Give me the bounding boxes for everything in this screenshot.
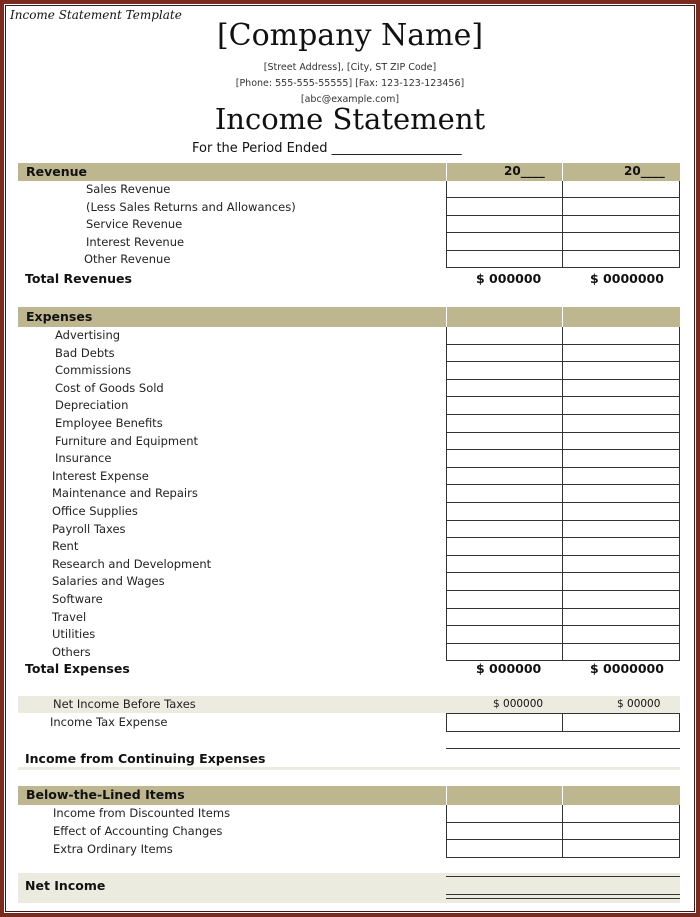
- expense-value-cell: [446, 538, 563, 556]
- expense-value-cell: [446, 626, 563, 644]
- total-expenses-year-1: $ 000000: [476, 661, 542, 676]
- expense-item: Research and Development: [52, 556, 212, 571]
- expense-value-cell: [562, 468, 680, 486]
- expense-value-cell: [446, 433, 563, 451]
- address-line: [Street Address], [City, ST ZIP Code]: [263, 62, 437, 73]
- expense-value-cell: [446, 591, 563, 609]
- net-before-taxes-year-1: $ 000000: [493, 698, 544, 710]
- below-line-header: [18, 786, 680, 805]
- income-tax-label: Income Tax Expense: [50, 715, 168, 729]
- revenue-header-label: Revenue: [26, 164, 88, 179]
- expense-value-cell: [446, 644, 563, 662]
- total-revenues-label: Total Revenues: [25, 271, 132, 286]
- below-line-header-label: Below-the-Lined Items: [26, 787, 185, 802]
- expense-value-cell: [562, 538, 680, 556]
- expense-item: Advertising: [55, 328, 121, 342]
- revenue-value-cell: [446, 198, 563, 215]
- expense-value-cell: [562, 415, 680, 433]
- expenses-header: [18, 307, 680, 327]
- revenue-value-cell: [446, 216, 563, 233]
- income-tax-cell: [446, 713, 563, 732]
- below-line-value-cell: [446, 805, 563, 823]
- expense-item: Depreciation: [55, 398, 129, 413]
- expense-value-cell: [562, 380, 680, 398]
- net-before-taxes-label: Net Income Before Taxes: [53, 697, 196, 711]
- below-line-value-cell: [446, 823, 563, 841]
- expense-value-cell: [446, 503, 563, 521]
- revenue-item: Interest Revenue: [86, 235, 185, 249]
- expense-item: Rent: [52, 539, 79, 554]
- expense-item: Insurance: [55, 451, 112, 466]
- revenue-value-cell: [562, 216, 680, 233]
- below-line-item: Extra Ordinary Items: [53, 842, 173, 856]
- continuing-line: [446, 748, 680, 749]
- expense-value-cell: [562, 503, 680, 521]
- expense-value-cell: [562, 450, 680, 468]
- revenue-value-cell: [562, 233, 680, 250]
- expense-value-cell: [446, 415, 563, 433]
- expense-value-cell: [562, 556, 680, 574]
- expense-value-cell: [446, 327, 563, 345]
- expense-item: Payroll Taxes: [52, 521, 126, 536]
- period-label: For the Period Ended ____________________: [192, 141, 462, 156]
- expense-value-cell: [446, 450, 563, 468]
- expense-item: Salaries and Wages: [52, 574, 165, 589]
- net-before-taxes-year-2: $ 00000: [617, 698, 661, 710]
- expense-value-cell: [562, 397, 680, 415]
- revenue-value-cell: [562, 251, 680, 268]
- revenue-item: Sales Revenue: [86, 182, 171, 196]
- income-tax-cell: [562, 713, 680, 732]
- expense-item: Commissions: [55, 363, 132, 378]
- expense-item: Cost of Goods Sold: [55, 380, 164, 395]
- expense-value-cell: [562, 485, 680, 503]
- expense-item: Office Supplies: [52, 504, 138, 518]
- revenue-value-cell: [446, 251, 563, 268]
- below-line-value-cell: [562, 805, 680, 823]
- expense-item: Maintenance and Repairs: [52, 486, 198, 501]
- expense-value-cell: [446, 485, 563, 503]
- expense-item: Others: [52, 644, 91, 659]
- year-1-header: 20____: [504, 164, 545, 178]
- expense-value-cell: [562, 591, 680, 609]
- expense-value-cell: [446, 556, 563, 574]
- expense-value-cell: [446, 609, 563, 627]
- expense-item: Travel: [52, 609, 87, 624]
- expense-value-cell: [562, 626, 680, 644]
- expense-value-cell: [446, 397, 563, 415]
- expense-value-cell: [446, 573, 563, 591]
- expense-value-cell: [562, 521, 680, 539]
- company-name: [Company Name]: [216, 18, 484, 53]
- continuing-label: Income from Continuing Expenses: [25, 751, 266, 766]
- revenue-item: Other Revenue: [84, 252, 171, 266]
- expense-item: Bad Debts: [55, 345, 115, 360]
- expense-value-cell: [562, 573, 680, 591]
- year-2-header: 20____: [624, 164, 665, 178]
- below-line-item: Income from Discounted Items: [53, 806, 231, 820]
- expense-value-cell: [446, 468, 563, 486]
- email-line: [abc@example.com]: [300, 94, 400, 105]
- expense-value-cell: [446, 362, 563, 380]
- expense-value-cell: [562, 433, 680, 451]
- expense-value-cell: [562, 644, 680, 662]
- template-title: Income Statement Template: [10, 8, 182, 22]
- expense-item: Utilities: [52, 627, 96, 642]
- expense-item: Interest Expense: [52, 468, 149, 483]
- total-revenues-year-2: $ 0000000: [590, 271, 664, 286]
- expense-value-cell: [562, 609, 680, 627]
- revenue-header: [18, 163, 680, 181]
- revenue-value-cell: [562, 181, 680, 198]
- statement-title: Income Statement: [214, 102, 486, 136]
- total-revenues-year-1: $ 000000: [476, 271, 542, 286]
- expense-value-cell: [446, 521, 563, 539]
- total-expenses-label: Total Expenses: [25, 661, 130, 676]
- expense-item: Furniture and Equipment: [55, 433, 199, 448]
- net-income-label: Net Income: [25, 878, 106, 893]
- expense-value-cell: [446, 345, 563, 363]
- revenue-item: (Less Sales Returns and Allowances): [86, 200, 296, 214]
- revenue-value-cell: [446, 233, 563, 250]
- total-expenses-year-2: $ 0000000: [590, 661, 664, 676]
- expense-value-cell: [562, 327, 680, 345]
- expense-item: Employee Benefits: [55, 416, 163, 430]
- expense-item: Software: [52, 592, 103, 606]
- expense-value-cell: [562, 362, 680, 380]
- below-line-value-cell: [562, 840, 680, 858]
- expense-value-cell: [562, 345, 680, 363]
- revenue-value-cell: [562, 198, 680, 215]
- below-line-item: Effect of Accounting Changes: [53, 824, 223, 838]
- below-line-value-cell: [446, 840, 563, 858]
- revenue-value-cell: [446, 181, 563, 198]
- below-line-value-cell: [562, 823, 680, 841]
- revenue-item: Service Revenue: [86, 217, 183, 231]
- expenses-header-label: Expenses: [26, 309, 93, 324]
- expense-value-cell: [446, 380, 563, 398]
- phone-line: [Phone: 555-555-55555] [Fax: 123-123-123456]: [235, 78, 465, 89]
